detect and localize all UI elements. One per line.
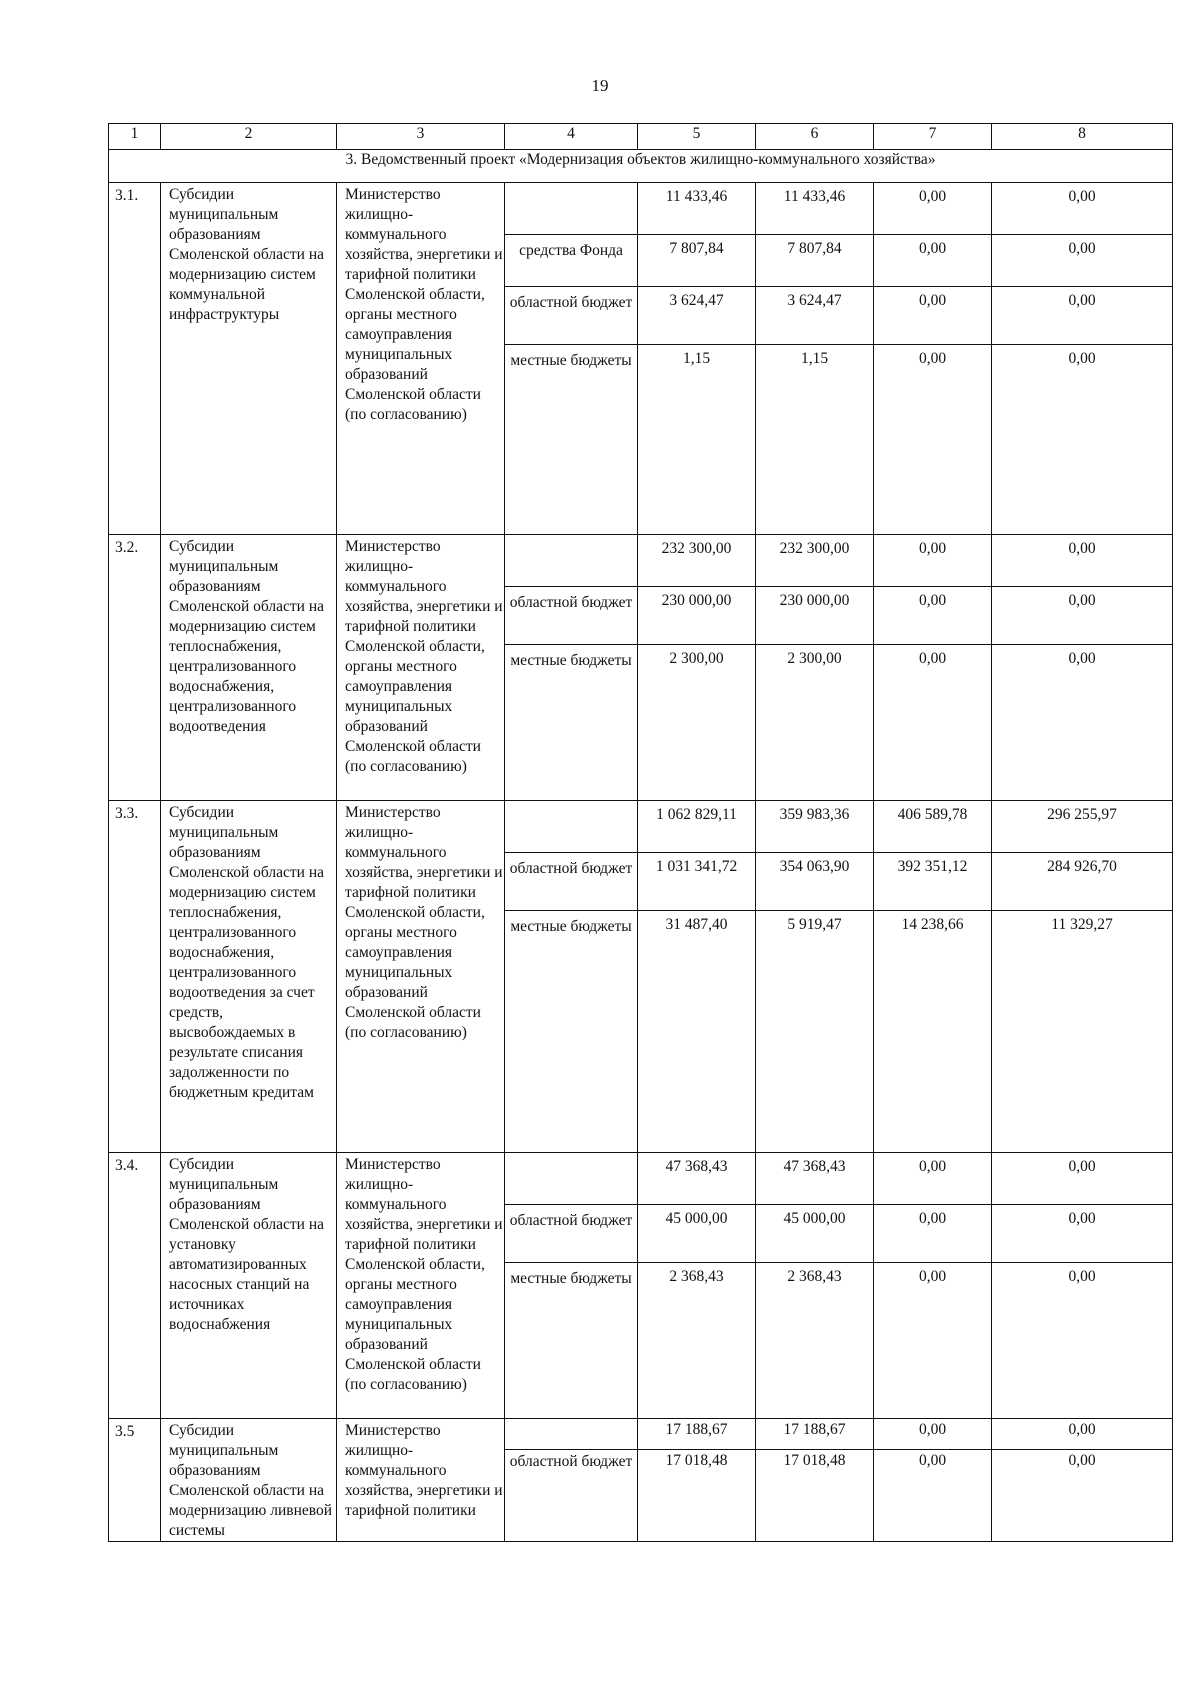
value-col6: 7 807,84: [756, 235, 874, 287]
column-number: 7: [874, 124, 992, 150]
funding-source: средства Фонда: [505, 235, 638, 287]
item-organization: Министерство жилищно-коммунального хозяйства, энергетики и тарифной политики: [337, 1419, 505, 1542]
item-name: Субсидии муниципальным образованиям Смоленской области на модернизацию ливневой системы: [161, 1419, 337, 1542]
value-col6: 354 063,90: [756, 853, 874, 911]
funding-source: областной бюджет: [505, 287, 638, 345]
value-col7: 0,00: [874, 183, 992, 235]
item-number: 3.3.: [109, 801, 161, 1153]
item-name: Субсидии муниципальным образованиям Смоленской области на модернизацию систем теплоснабжения, централизованного водоснабжения, централизованного водоотведения за счет средств, высвобождаемых в результате списания задолженности по бюджетным кредитам: [161, 801, 337, 1153]
column-number-row: [109, 124, 1173, 150]
value-col7: 0,00: [874, 287, 992, 345]
funding-source: [505, 1153, 638, 1205]
value-col7: 14 238,66: [874, 911, 992, 1153]
column-number: 5: [638, 124, 756, 150]
item-name: Субсидии муниципальным образованиям Смоленской области на установку автоматизированных насосных станций на источниках водоснабжения: [161, 1153, 337, 1419]
value-col8: 0,00: [992, 1205, 1173, 1263]
item-number: 3.5: [109, 1419, 161, 1542]
page-number: 19: [591, 76, 609, 95]
value-col6: 11 433,46: [756, 183, 874, 235]
value-col5: 7 807,84: [638, 235, 756, 287]
value-col7: 0,00: [874, 587, 992, 645]
funding-source: областной бюджет: [505, 1450, 638, 1542]
value-col8: 284 926,70: [992, 853, 1173, 911]
funding-source: местные бюджеты: [505, 1263, 638, 1419]
value-col7: 0,00: [874, 345, 992, 535]
value-col6: 359 983,36: [756, 801, 874, 853]
table-row: [109, 183, 1173, 235]
section-row: [109, 150, 1173, 183]
value-col6: 5 919,47: [756, 911, 874, 1153]
value-col5: 1,15: [638, 345, 756, 535]
value-col7: 392 351,12: [874, 853, 992, 911]
column-number: 6: [756, 124, 874, 150]
table-row: [109, 535, 1173, 587]
value-col5: 230 000,00: [638, 587, 756, 645]
funding-source: местные бюджеты: [505, 645, 638, 801]
value-col5: 2 368,43: [638, 1263, 756, 1419]
value-col8: 0,00: [992, 183, 1173, 235]
funding-source: [505, 1419, 638, 1450]
value-col7: 0,00: [874, 535, 992, 587]
value-col6: 230 000,00: [756, 587, 874, 645]
value-col6: 232 300,00: [756, 535, 874, 587]
item-organization: Министерство жилищно-коммунального хозяйства, энергетики и тарифной политики Смоленской области, органы местного самоуправления муниципальных образований Смоленской области (по согласованию): [337, 801, 505, 1153]
funding-source: областной бюджет: [505, 587, 638, 645]
table-row: [109, 801, 1173, 853]
value-col6: 45 000,00: [756, 1205, 874, 1263]
item-number: 3.2.: [109, 535, 161, 801]
funding-source: [505, 801, 638, 853]
value-col5: 232 300,00: [638, 535, 756, 587]
value-col7: 0,00: [874, 1153, 992, 1205]
section-title: 3. Ведомственный проект «Модернизация объектов жилищно-коммунального хозяйства»: [109, 150, 1173, 183]
value-col7: 0,00: [874, 1419, 992, 1450]
value-col8: 0,00: [992, 287, 1173, 345]
value-col8: 0,00: [992, 345, 1173, 535]
budget-table: [108, 123, 1173, 1542]
value-col8: 0,00: [992, 645, 1173, 801]
column-number: 2: [161, 124, 337, 150]
value-col6: 3 624,47: [756, 287, 874, 345]
value-col8: 0,00: [992, 1450, 1173, 1542]
value-col8: 0,00: [992, 1419, 1173, 1450]
value-col5: 17 188,67: [638, 1419, 756, 1450]
value-col6: 47 368,43: [756, 1153, 874, 1205]
item-name: Субсидии муниципальным образованиям Смоленской области на модернизацию систем теплоснабжения, централизованного водоснабжения, централизованного водоотведения: [161, 535, 337, 801]
value-col8: 0,00: [992, 235, 1173, 287]
value-col5: 1 062 829,11: [638, 801, 756, 853]
value-col8: 0,00: [992, 587, 1173, 645]
value-col5: 47 368,43: [638, 1153, 756, 1205]
table-row: [109, 1419, 1173, 1450]
item-number: 3.4.: [109, 1153, 161, 1419]
item-name: Субсидии муниципальным образованиям Смоленской области на модернизацию систем коммунальной инфраструктуры: [161, 183, 337, 535]
item-organization: Министерство жилищно-коммунального хозяйства, энергетики и тарифной политики Смоленской области, органы местного самоуправления муниципальных образований Смоленской области (по согласованию): [337, 183, 505, 535]
column-number: 3: [337, 124, 505, 150]
value-col5: 3 624,47: [638, 287, 756, 345]
value-col7: 0,00: [874, 1205, 992, 1263]
value-col8: 296 255,97: [992, 801, 1173, 853]
funding-source: местные бюджеты: [505, 911, 638, 1153]
value-col6: 2 300,00: [756, 645, 874, 801]
value-col6: 17 018,48: [756, 1450, 874, 1542]
item-organization: Министерство жилищно-коммунального хозяйства, энергетики и тарифной политики Смоленской области, органы местного самоуправления муниципальных образований Смоленской области (по согласованию): [337, 1153, 505, 1419]
column-number: 4: [505, 124, 638, 150]
funding-source: [505, 183, 638, 235]
value-col6: 17 188,67: [756, 1419, 874, 1450]
value-col5: 45 000,00: [638, 1205, 756, 1263]
funding-source: [505, 535, 638, 587]
value-col7: 406 589,78: [874, 801, 992, 853]
value-col6: 2 368,43: [756, 1263, 874, 1419]
table-row: [109, 1153, 1173, 1205]
funding-source: областной бюджет: [505, 1205, 638, 1263]
item-organization: Министерство жилищно-коммунального хозяйства, энергетики и тарифной политики Смоленской области, органы местного самоуправления муниципальных образований Смоленской области (по согласованию): [337, 535, 505, 801]
value-col5: 31 487,40: [638, 911, 756, 1153]
value-col8: 0,00: [992, 535, 1173, 587]
value-col8: 11 329,27: [992, 911, 1173, 1153]
value-col6: 1,15: [756, 345, 874, 535]
funding-source: местные бюджеты: [505, 345, 638, 535]
column-number: 1: [109, 124, 161, 150]
value-col8: 0,00: [992, 1153, 1173, 1205]
value-col7: 0,00: [874, 1263, 992, 1419]
value-col7: 0,00: [874, 1450, 992, 1542]
funding-source: областной бюджет: [505, 853, 638, 911]
value-col8: 0,00: [992, 1263, 1173, 1419]
value-col5: 2 300,00: [638, 645, 756, 801]
value-col7: 0,00: [874, 235, 992, 287]
value-col7: 0,00: [874, 645, 992, 801]
value-col5: 1 031 341,72: [638, 853, 756, 911]
column-number: 8: [992, 124, 1173, 150]
value-col5: 17 018,48: [638, 1450, 756, 1542]
item-number: 3.1.: [109, 183, 161, 535]
value-col5: 11 433,46: [638, 183, 756, 235]
